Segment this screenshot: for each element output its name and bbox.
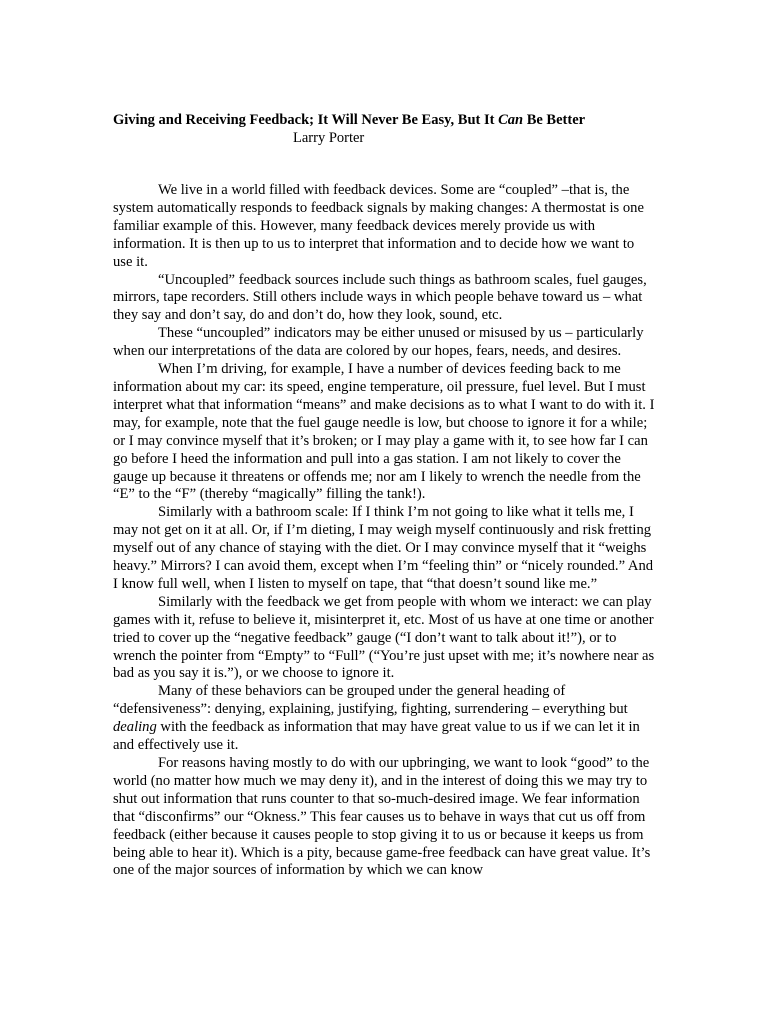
paragraph-7-emphasis: dealing [113,719,157,736]
paragraph-5: Similarly with a bathroom scale: If I think I’m not going to like what it tells me, I may not get on it at all. Or, if I’m dieting, I may weigh myself continuously and risk fretting myself out of any chance of staying with the diet. Or I may convince myself that it “weighs heavy.” Mirrors? I can avoid them, except when I’m “feeling thin” or “nicely rounded.” And I know full well, when I listen to myself on tape, that “that doesn’t sound like me.” [113,504,654,592]
paragraph-8: For reasons having mostly to do with our upbringing, we want to look “good” to the world (no matter how much we may deny it), and in the interest of doing this we may try to shut out information that runs counter to that so-much-desired image. We fear information that “disconfirms” our “Okness.” This fear causes us to behave in ways that cut us off from feedback (either because it causes people to stop giving it to us or because it keeps us from being able to hear it). Which is a pity, because game-free feedback can have great value. It’s one of the major sources of information by which we can know [113,755,651,879]
title-text-part2: Be Better [523,112,586,128]
paragraph-7 [113,683,657,755]
paragraph-6: Similarly with the feedback we get from people with whom we interact: we can play games with it, refuse to believe it, misinterpret it, etc. Most of us have at one time or another tried to cover up the “negative feedback” gauge (“I don’t want to talk about it!”), or to wrench the pointer from “Empty” to “Full” (“You’re just upset with me; it’s nowhere near as bad as you say it is.”), or we choose to ignore it. [113,593,655,682]
paragraph-2: “Uncoupled” feedback sources include such things as bathroom scales, fuel gauges, mirrors, tape recorders. Still others include ways in which people behave toward us – what they say and don’t say, do and don’t do, how they look, sound, etc. [113,271,647,324]
paragraph-4: When I’m driving, for example, I have a number of devices feeding back to me information about my car: its speed, engine temperature, oil pressure, fuel level. But I must interpret what that information “means” and make decisions as to what I want to do with it. I may, for example, note that the fuel gauge needle is low, but choose to ignore it for a while; or I may convince myself that it’s broken; or I may play a game with it, to see how far I can go before I heed the information and pull into a gas station. I am not likely to cover the gauge up because it threatens or offends me; nor am I likely to wrench the needle from the “E” to the “F” (thereby “magically” filling the tank!). [113,361,655,503]
title-text-part1: Giving and Receiving Feedback; It Will Never Be Easy, But It [113,112,499,128]
title-emphasis: Can [498,112,524,128]
paragraph-7-part1: Many of these behaviors can be grouped under the general heading of “defensiveness”: denying, explaining, justifying, fighting, surrendering – everything but [113,683,628,718]
author-name: Larry Porter [293,130,365,146]
document-body [113,182,657,880]
paragraph-7-part2: with the feedback as information that may have great value to us if we can let it in and effectively use it. [113,719,640,754]
paragraph-1: We live in a world filled with feedback devices. Some are “coupled” –that is, the system automatically responds to feedback signals by making changes: A thermostat is one familiar example of this. However, many feedback devices merely provide us with information. It is then up to us to interpret that information and to decide how we want to use it. [113,182,644,270]
document-title [113,110,585,130]
paragraph-3: These “uncoupled” indicators may be either unused or misused by us – particularly when our interpretations of the data are colored by our hopes, fears, needs, and desires. [113,325,644,360]
